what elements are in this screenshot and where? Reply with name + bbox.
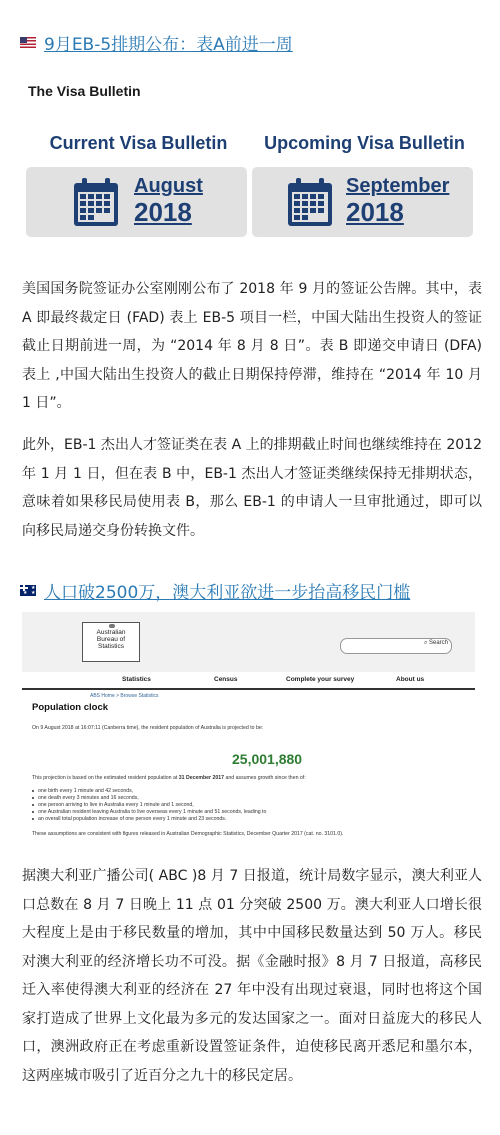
- abs-bullet: an overall total population increase of one person every 1 minute and 23 seconds.: [32, 816, 226, 822]
- abs-breadcrumb: ABS Home > Browse Statistics: [90, 693, 159, 699]
- upcoming-visa-bulletin-label: Upcoming Visa Bulletin: [264, 133, 465, 153]
- visa-bulletin-title: The Visa Bulletin: [28, 83, 141, 99]
- population-count: 25,001,880: [232, 751, 303, 767]
- current-visa-bulletin-label: Current Visa Bulletin: [49, 133, 228, 153]
- calendar-icon: [286, 177, 334, 228]
- australia-article-link[interactable]: 人口破2500万，澳大利亚欲进一步抬高移民门槛: [44, 583, 411, 603]
- abs-bullet: one birth every 1 minute and 42 seconds,: [32, 788, 133, 794]
- us-flag-icon: [20, 37, 36, 48]
- abs-bullet: one death every 3 minutes and 16 seconds,: [32, 795, 139, 801]
- eb5-paragraph-1: 美国国务院签证办公室刚刚公布了 2018 年 9 月的签证公告牌。其中，表 A 即最终裁定日 (FAD) 表上 EB-5 项目一栏，中国大陆出生投资人的签证截止日期前进一周，为 “2014 年 8 月 8 日”。表 B 即递交申请日 (DFA) 表上 ,中国大陆出生投资人的截止日期保持停滞，维持在 “2014 年 10 月 1 日”。: [22, 281, 482, 411]
- upcoming-bulletin-card[interactable]: [252, 167, 473, 237]
- section-heading-australia: [20, 578, 410, 603]
- calendar-icon: [72, 177, 120, 228]
- current-bulletin-date: [134, 175, 203, 227]
- current-bulletin-card[interactable]: [26, 167, 247, 237]
- upcoming-bulletin-year[interactable]: 2018: [346, 197, 404, 227]
- abs-population-clock-screenshot: [22, 612, 475, 850]
- abs-bullet: one person arriving to live in Australia every 1 minute and 1 second,: [32, 802, 194, 808]
- eb5-article-link[interactable]: 9月EB-5排期公布：表A前进一周: [44, 35, 293, 55]
- upcoming-bulletin-date: [346, 175, 449, 227]
- abs-intro-text: On 9 August 2018 at 16:07:11 (Canberra time), the resident population of Australia is projected to be:: [32, 725, 264, 731]
- abs-search-input: [340, 638, 452, 654]
- abs-nav-about-us: About us: [396, 676, 425, 683]
- australia-flag-icon: ★ ★ ★: [20, 585, 36, 596]
- abs-basis-text: This projection is based on the estimated resident population at 31 December 2017 and assumes growth since then of:: [32, 775, 306, 781]
- abs-search-button: ⌕ Search: [423, 640, 448, 646]
- current-bulletin-year[interactable]: 2018: [134, 197, 192, 227]
- abs-footnote: These assumptions are consistent with figures released in Australian Demographic Statistics, December Quarter 2017 (cat. no. 3101.0).: [32, 831, 344, 837]
- eb5-paragraph-2: 此外，EB-1 杰出人才签证类在表 A 上的排期截止时间也继续维持在 2012 年 1 月 1 日，但在表 B 中，EB-1 杰出人才签证类继续保持无排期状态，意味着如果移民局使用表 B，那么 EB-1 的申请人一旦审批通过，即可以向移民局递交身份转换文件。: [22, 437, 482, 539]
- abs-bullet: one Australian resident leaving Australia to live overseas every 1 minute and 51 seconds, leading to: [32, 809, 266, 815]
- current-bulletin-month[interactable]: August: [134, 175, 203, 197]
- abs-header: [22, 612, 475, 672]
- abs-logo: Australian Bureau of Statistics: [82, 622, 140, 662]
- abs-nav-bar: [22, 672, 475, 690]
- abs-nav-complete-survey: Complete your survey: [286, 676, 355, 683]
- section-heading-eb5: [20, 30, 293, 55]
- abs-page-title: Population clock: [32, 702, 109, 713]
- australia-paragraph: 据澳大利亚广播公司( ABC )8 月 7 日报道，统计局数字显示，澳大利亚人口总数在 8 月 7 日晚上 11 点 01 分突破 2500 万。澳大利亚人口增长很大程度上是由于移民数量的增加，其中中国移民数量达到 50 万人。移民对澳大利亚的经济增长功不可没。据《金融时报》8 月 7 日报道，高移民迁入率使得澳大利亚的经济在 27 年中没有出现过衰退，同时也将这个国家打造成了世界上文化最为多元的发达国家之一。面对日益庞大的移民人口，澳洲政府正在考虑重新设置签证条件，迫使移民离开悉尼和墨尔本，这两座城市吸引了近百分之九十的移民定居。: [22, 868, 482, 1084]
- abs-nav-statistics: Statistics: [122, 676, 151, 683]
- upcoming-bulletin-month[interactable]: September: [346, 175, 450, 197]
- abs-nav-census: Census: [214, 676, 238, 683]
